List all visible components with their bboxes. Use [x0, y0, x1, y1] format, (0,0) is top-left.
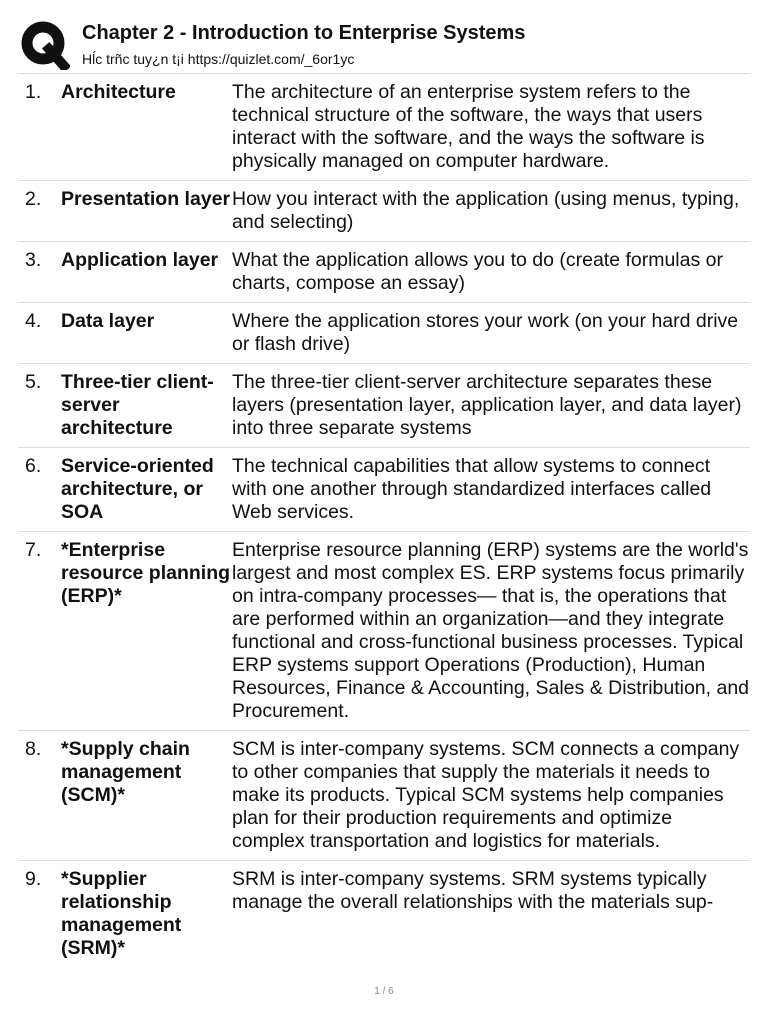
card-definition: Enterprise resource planning (ERP) systems are the world's largest and most complex ES. ERP systems focus primarily on intra-company processes— that is, the operations that are performed within an organization—and they integrate functional and cross-functional business processes. Typical ERP systems support Operations (Production), Human Resources, Finance & Accounting, Sales & Distribution, and Procurement.	[232, 539, 750, 722]
card-number: 3.	[25, 249, 42, 271]
card-number: 5.	[25, 371, 42, 393]
flashcard-row	[18, 180, 750, 241]
card-term: Architecture	[61, 81, 176, 103]
card-number: 1.	[25, 81, 42, 103]
flashcard-row	[18, 73, 750, 180]
card-term: Service-oriented architecture, or SOA	[61, 455, 214, 523]
card-definition: SRM is inter-company systems. SRM systems typically manage the overall relationships with the materials sup-	[232, 868, 714, 913]
flashcard-row	[18, 447, 750, 531]
flashcard-row	[18, 730, 750, 860]
card-term: Data layer	[61, 310, 155, 332]
card-number: 4.	[25, 310, 42, 332]
card-number: 8.	[25, 738, 42, 760]
card-definition: Where the application stores your work (on your hard drive or flash drive)	[232, 310, 739, 355]
card-number: 7.	[25, 539, 42, 561]
quizlet-q-icon	[20, 20, 70, 70]
page-title: Chapter 2 - Introduction to Enterprise Systems	[82, 22, 526, 44]
flashcard-row	[18, 302, 750, 363]
page-number: 1 / 6	[374, 986, 394, 997]
card-definition: How you interact with the application (using menus, typing, and selecting)	[232, 188, 740, 233]
card-term: *Enterprise resource planning (ERP)*	[61, 539, 231, 607]
card-definition: What the application allows you to do (create formulas or charts, compose an essay)	[232, 249, 723, 294]
flashcard-row	[18, 860, 750, 967]
card-number: 9.	[25, 868, 42, 890]
flashcard-list	[18, 73, 750, 967]
card-number: 2.	[25, 188, 42, 210]
card-term: Application layer	[61, 249, 219, 271]
flashcard-row	[18, 241, 750, 302]
card-term: *Supply chain management (SCM)*	[61, 738, 190, 806]
card-definition: The technical capabilities that allow systems to connect with one another through standardized interfaces called Web services.	[232, 455, 712, 523]
flashcard-row	[18, 531, 750, 730]
card-definition: The architecture of an enterprise system refers to the technical structure of the software, the ways that users interact with the software, and the ways the software is physically managed on computer hardware.	[232, 81, 705, 172]
card-number: 6.	[25, 455, 42, 477]
source-link[interactable]: Hĺc trñc tuy¿n t¡i https://quizlet.com/_6or1yc	[82, 51, 355, 67]
card-definition: SCM is inter-company systems. SCM connects a company to other companies that supply the materials it needs to make its products. Typical SCM systems help companies plan for their production requirements and optimize complex transportation and logistics for materials.	[232, 738, 740, 852]
flashcard-row	[18, 363, 750, 447]
card-definition: The three-tier client-server architecture separates these layers (presentation layer, application layer, and data layer) into three separate systems	[232, 371, 742, 439]
card-term: Three-tier client-server architecture	[61, 371, 214, 439]
card-term: Presentation layer	[61, 188, 231, 210]
card-term: *Supplier relationship management (SRM)*	[61, 868, 182, 959]
page-header	[20, 20, 750, 70]
